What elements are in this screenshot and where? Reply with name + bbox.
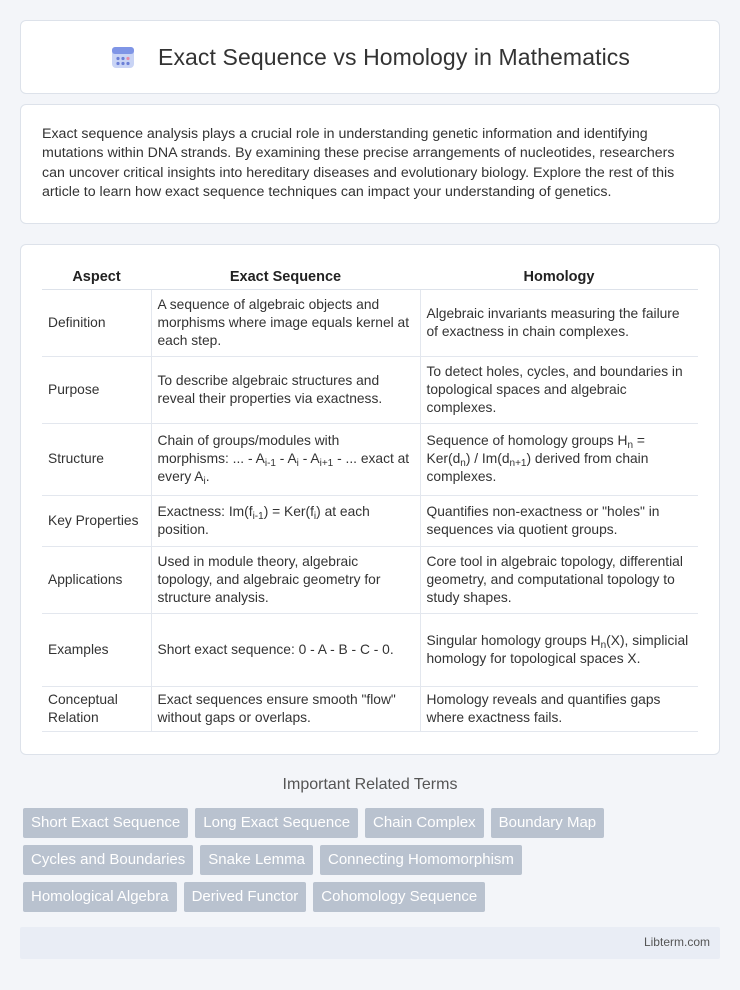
calendar-grid-icon <box>110 44 136 70</box>
homology-cell: Sequence of homology groups $H_n = Ker(d_n) / Im(d_{n+1})$ derived from chain complexes. <box>420 423 698 495</box>
header-aspect: Aspect <box>42 264 151 289</box>
exact-sequence-cell: Short exact sequence: 0 - A - B - C - 0. <box>151 613 420 686</box>
related-term-chip[interactable]: Short Exact Sequence <box>23 808 188 838</box>
chip-row <box>23 845 723 875</box>
page-title: Exact Sequence vs Homology in Mathematics <box>158 43 630 70</box>
exact-sequence-cell: To describe algebraic structures and reveal their properties via exactness. <box>151 356 420 423</box>
exact-sequence-cell: A sequence of algebraic objects and morphisms where image equals kernel at each step. <box>151 289 420 356</box>
aspect-cell: Applications <box>42 546 151 613</box>
table-row <box>42 546 698 613</box>
homology-cell: Core tool in algebraic topology, differential geometry, and computational topology to study shapes. <box>420 546 698 613</box>
chip-row <box>23 882 723 912</box>
exact-sequence-cell: Exact sequences ensure smooth "flow" without gaps or overlaps. <box>151 686 420 731</box>
exact-sequence-cell: Used in module theory, algebraic topology, and algebraic geometry for structure analysis. <box>151 546 420 613</box>
exact-sequence-cell: Exactness: $Im(f_{i-1}) = Ker(f_i)$ at each position. <box>151 495 420 546</box>
related-term-chip[interactable]: Long Exact Sequence <box>195 808 358 838</box>
comparison-table <box>42 264 698 732</box>
related-term-chip[interactable]: Chain Complex <box>365 808 484 838</box>
related-terms-title: Important Related Terms <box>282 776 458 793</box>
footer <box>20 927 720 959</box>
subscript: n+1 <box>509 458 527 469</box>
aspect-cell: Examples <box>42 613 151 686</box>
subscript: i <box>313 510 317 522</box>
table-row <box>42 423 698 495</box>
subscript: i-1 <box>264 458 276 469</box>
related-term-chip[interactable]: Derived Functor <box>184 882 307 912</box>
aspect-cell: Conceptual Relation <box>42 686 151 731</box>
table-row <box>42 356 698 423</box>
homology-cell: Algebraic invariants measuring the failure of exactness in chain complexes. <box>420 289 698 356</box>
table-row <box>42 495 698 546</box>
related-term-chip[interactable]: Homological Algebra <box>23 882 177 912</box>
aspect-cell: Key Properties <box>42 495 151 546</box>
aspect-cell: Definition <box>42 289 151 356</box>
subscript: i-1 <box>252 510 264 522</box>
header-homology: Homology <box>420 264 698 289</box>
table-row <box>42 686 698 731</box>
intro-card <box>20 104 720 224</box>
footer-brand[interactable]: Libterm.com <box>643 935 710 949</box>
subscript: i <box>203 476 206 487</box>
aspect-cell: Purpose <box>42 356 151 423</box>
subscript: n <box>600 639 607 651</box>
comparison-card <box>20 244 720 755</box>
table-body <box>42 289 698 731</box>
homology-cell: To detect holes, cycles, and boundaries in topological spaces and algebraic complexes. <box>420 356 698 423</box>
related-term-chip[interactable]: Cycles and Boundaries <box>23 845 193 875</box>
homology-cell: Homology reveals and quantifies gaps where exactness fails. <box>420 686 698 731</box>
homology-cell: Singular homology groups $H_n(X)$, simplicial homology for topological spaces X. <box>420 613 698 686</box>
subscript: i+1 <box>319 458 334 469</box>
title-card <box>20 20 720 94</box>
intro-paragraph: Exact sequence analysis plays a crucial role in understanding genetic information and identifying mutations within DNA strands. By examining these precise arrangements of nucleotides, researchers can uncover critical insights into hereditary diseases and evolutionary biology. Explore the rest of this article to learn how exact sequence techniques can impact your understanding of genetics. <box>42 126 675 201</box>
related-terms-list <box>23 808 723 919</box>
chip-row <box>23 808 723 838</box>
table-header-row <box>42 264 698 289</box>
table-row <box>42 613 698 686</box>
related-term-chip[interactable]: Snake Lemma <box>200 845 313 875</box>
subscript: n <box>460 458 466 469</box>
subscript: n <box>627 440 634 451</box>
related-term-chip[interactable]: Connecting Homomorphism <box>320 845 522 875</box>
aspect-cell: Structure <box>42 423 151 495</box>
header-exact-sequence: Exact Sequence <box>151 264 420 289</box>
subscript: i <box>296 458 299 469</box>
homology-cell: Quantifies non-exactness or "holes" in sequences via quotient groups. <box>420 495 698 546</box>
related-term-chip[interactable]: Boundary Map <box>491 808 605 838</box>
table-row <box>42 289 698 356</box>
exact-sequence-cell: Chain of groups/modules with morphisms: ... - $A_{i-1} - A_i - A_{i+1}$ - ... exact at every $A_i$. <box>151 423 420 495</box>
related-term-chip[interactable]: Cohomology Sequence <box>313 882 485 912</box>
